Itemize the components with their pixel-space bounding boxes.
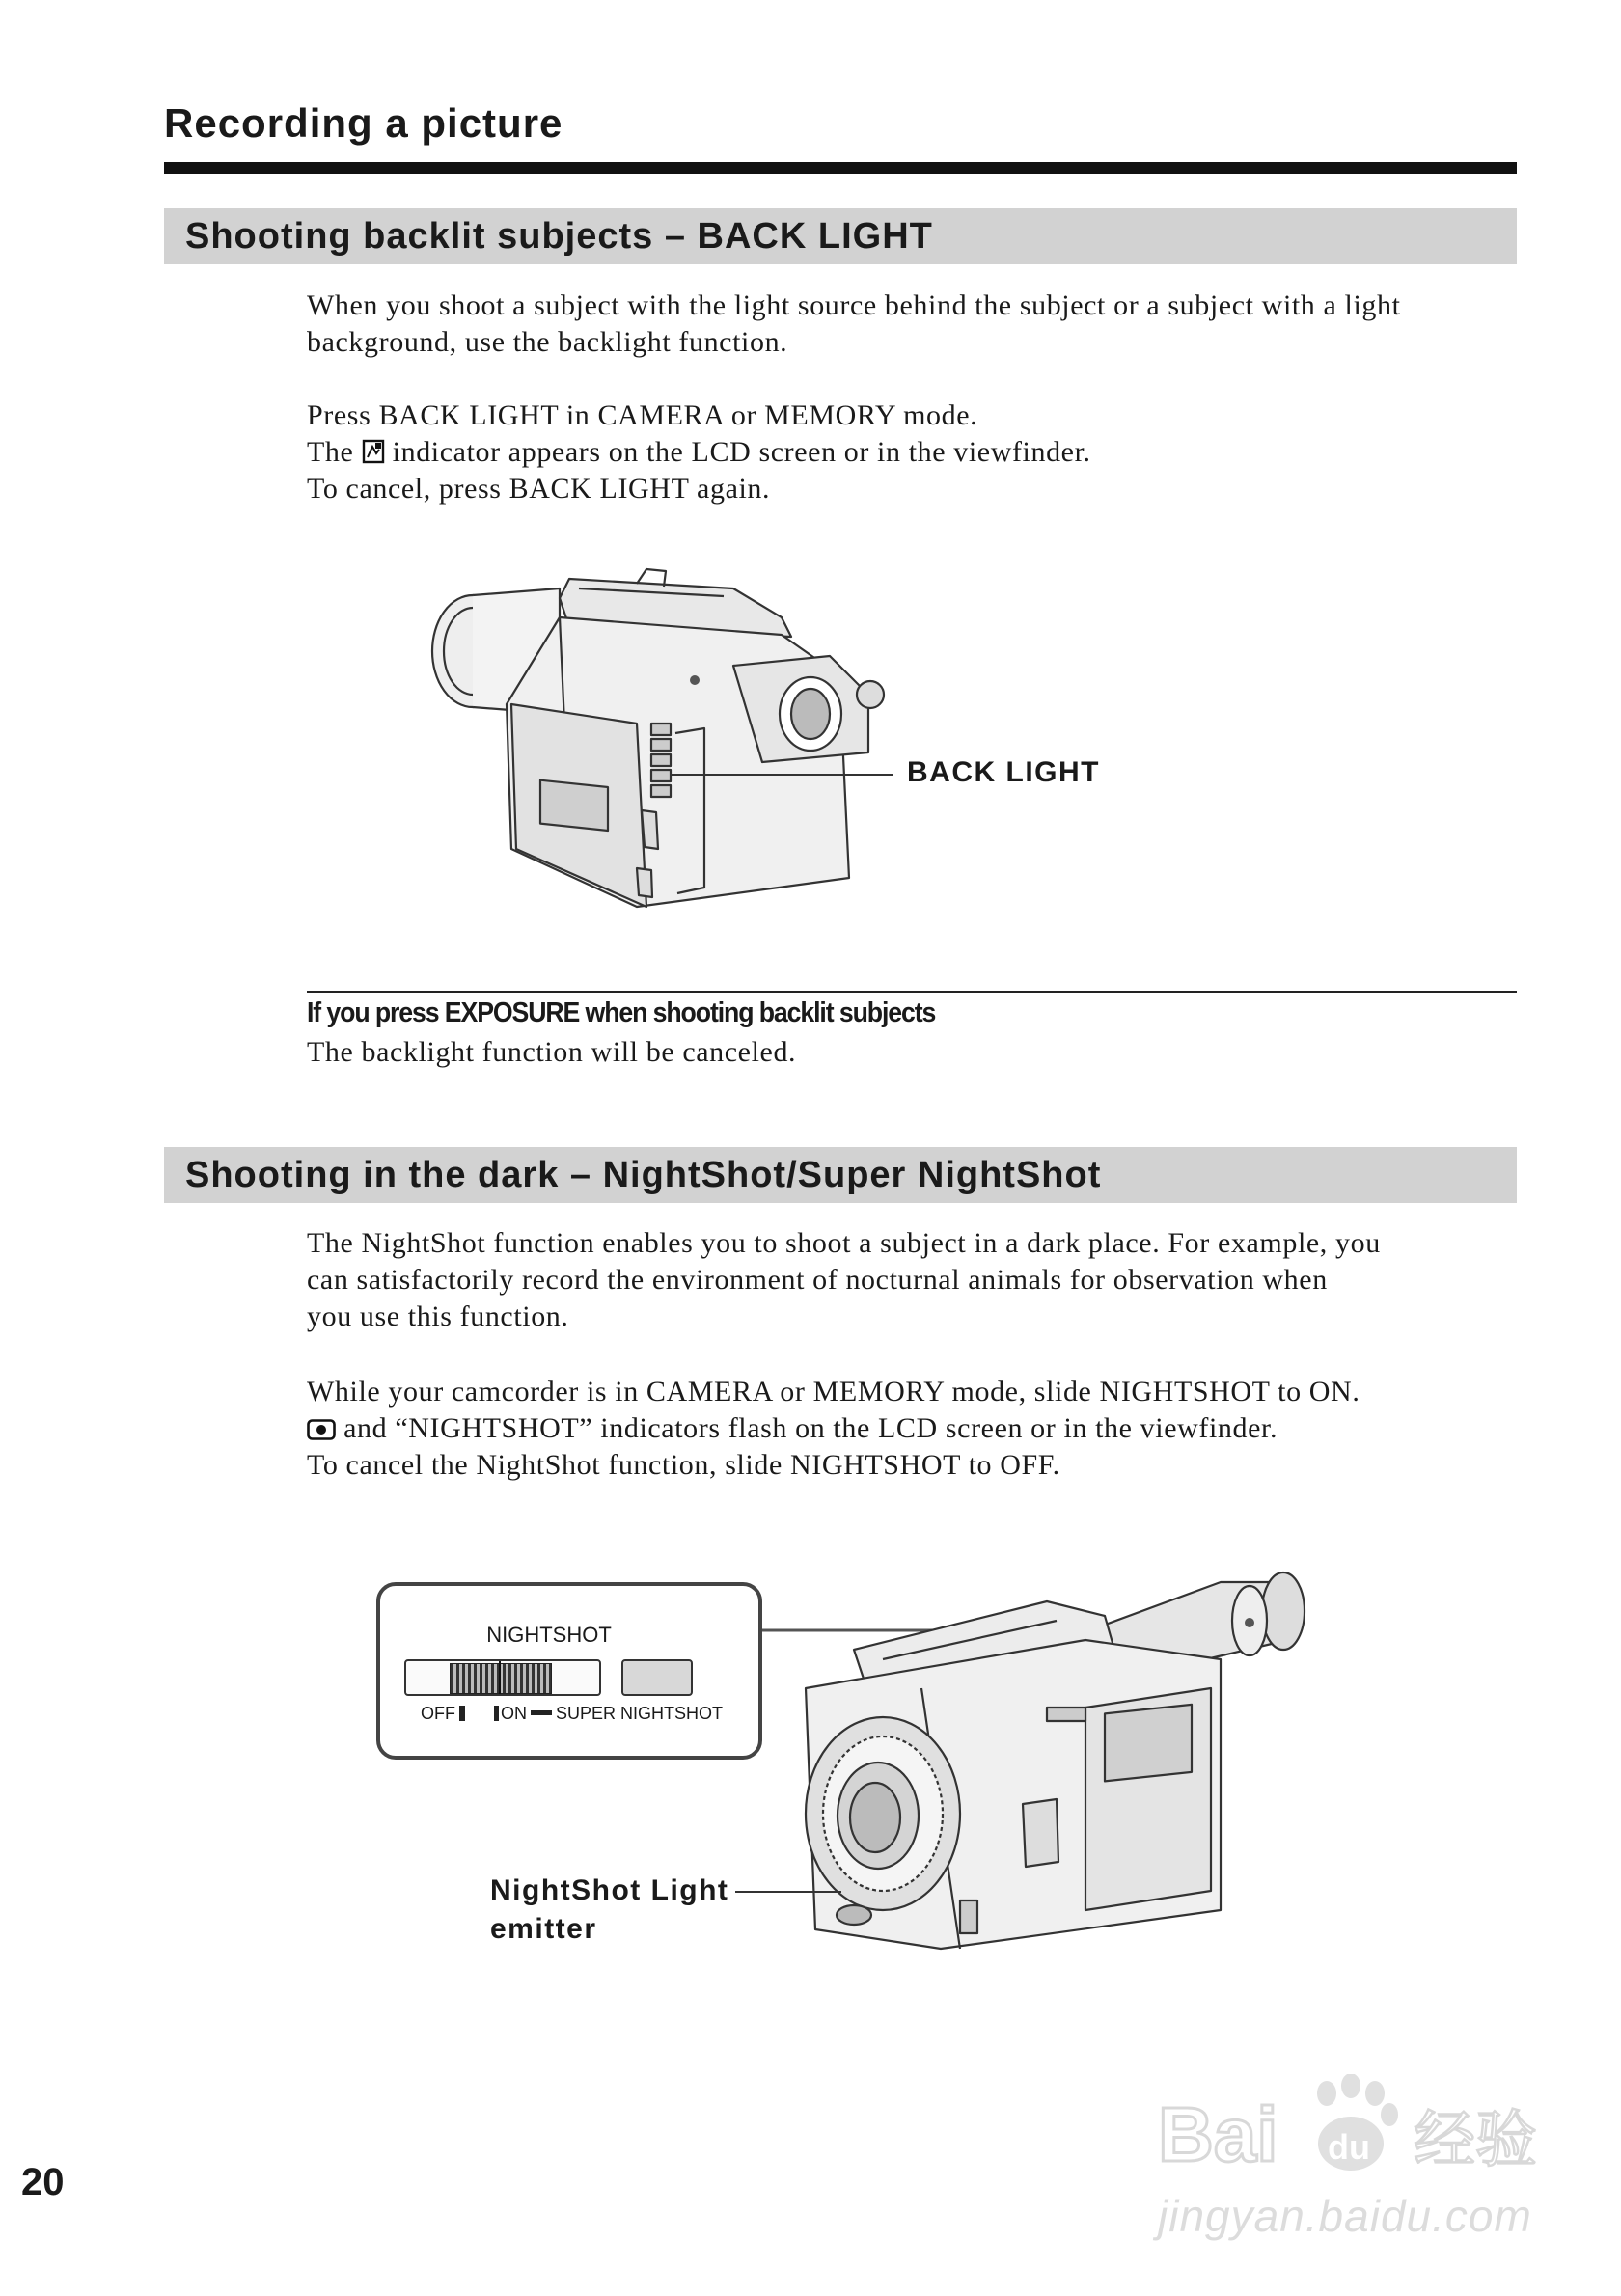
nightshot-light-leader-line [735,1891,841,1893]
backlight-intro: When you shoot a subject with the light source behind the subject or a subject with a light background, use the backlight function. [307,289,1401,358]
heading-rule [164,162,1517,174]
nightshot-step-2-text: and “NIGHTSHOT” indicators flash on the LCD screen or in the viewfinder. [343,1412,1278,1444]
svg-text:经验: 经验 [1414,2105,1537,2176]
nightshot-slider-track[interactable] [404,1659,601,1696]
switch-off-label: OFF [421,1704,455,1723]
camcorder-illustration-nightshot [796,1544,1317,1968]
backlight-leader-line [671,774,893,776]
baidu-watermark-url: jingyan.baidu.com [1158,2191,1532,2241]
nightshot-intro [307,1225,1523,1335]
baidu-paw-icon [1158,2074,1544,2180]
svg-text:Bai: Bai [1158,2091,1278,2177]
backlight-step-3: To cancel, press BACK LIGHT again. [307,473,771,505]
backlight-step-2-post: indicator appears on the LCD screen or in the viewfinder. [392,436,1091,468]
section-title-nightshot: Shooting in the dark – NightShot/Super NightShot [185,1155,1102,1195]
nightshot-intro-line-2: can satisfactorily record the environment of nocturnal animals for observation when [307,1264,1328,1296]
note-title: If you press EXPOSURE when shooting backlit subjects [307,998,936,1028]
note-text: The backlight function will be canceled. [307,1036,797,1068]
switch-on-label: ON [501,1704,527,1723]
switch-panel-title: NIGHTSHOT [486,1623,612,1647]
page-number: 20 [21,2161,65,2203]
nightshot-intro-line-1: The NightShot function enables you to shoot a subject in a dark place. For example, you [307,1227,1381,1259]
nightshot-step-2 [307,1410,1523,1447]
backlight-step-2 [307,434,1523,471]
section-bar-backlight [164,208,1517,264]
nightshot-slider-knob[interactable] [450,1663,552,1694]
note-rule [307,991,1517,993]
nightshot-step-3: To cancel the NightShot function, slide NIGHTSHOT to OFF. [307,1449,1060,1481]
super-nightshot-button[interactable] [621,1659,693,1696]
backlight-step-1: Press BACK LIGHT in CAMERA or MEMORY mode. [307,399,978,431]
baidu-watermark-logo [1158,2074,1544,2185]
nightshot-step-1: While your camcorder is in CAMERA or MEMORY mode, slide NIGHTSHOT to ON. [307,1376,1360,1408]
nightshot-indicator-icon [307,1419,336,1440]
camcorder-illustration-backlight [415,560,917,926]
page-heading: Recording a picture [164,100,563,146]
nightshot-switch-panel [376,1582,762,1760]
switch-super-label: SUPER NIGHTSHOT [556,1704,724,1723]
switch-labels [421,1704,723,1724]
section-bar-nightshot [164,1147,1517,1203]
backlight-steps [307,397,1523,507]
section-title-backlight: Shooting backlit subjects – BACK LIGHT [185,216,933,257]
nightshot-intro-line-3: you use this function. [307,1300,569,1332]
backlight-indicator-icon [362,439,385,464]
callout-back-light: BACK LIGHT [907,756,1100,788]
svg-text:du: du [1328,2127,1370,2167]
backlight-step-2-pre: The [307,436,354,468]
callout-nightshot-light [490,1872,728,1949]
nightshot-steps [307,1374,1523,1484]
callout-nightshot-light-line-1: NightShot Light [490,1874,729,1906]
callout-nightshot-light-line-2: emitter [490,1913,597,1945]
